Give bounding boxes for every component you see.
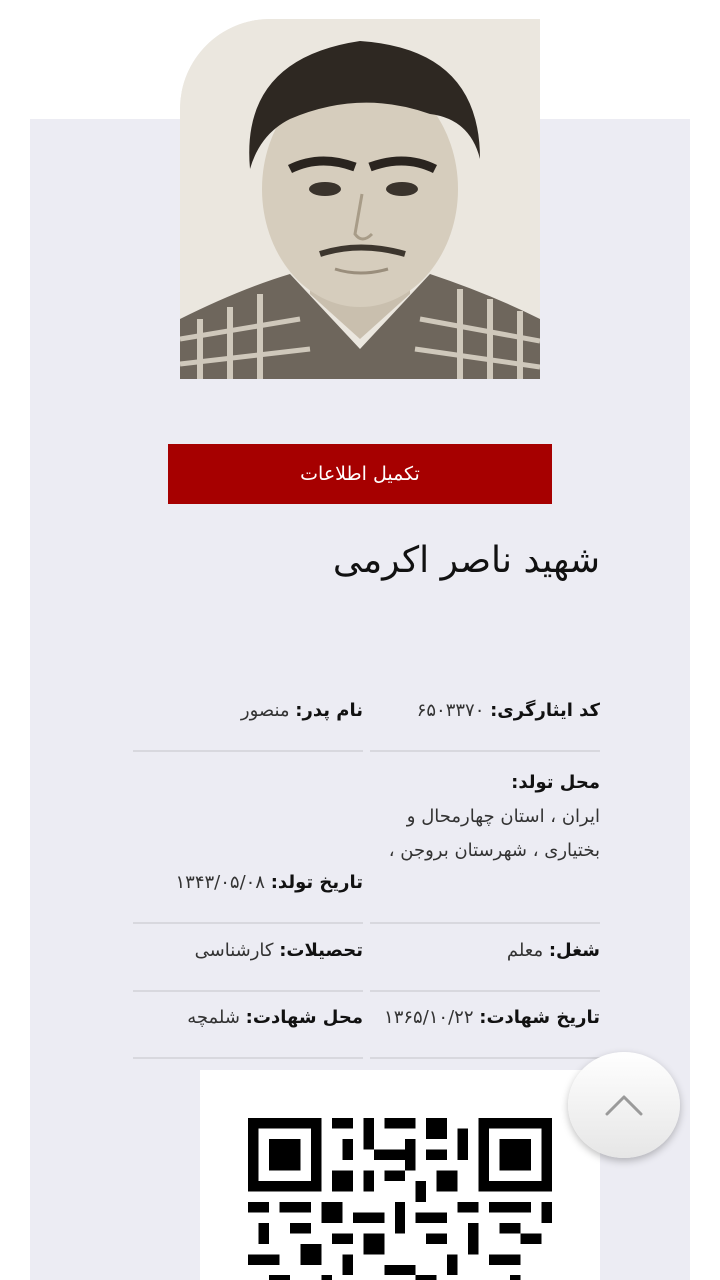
field-value: منصور: [240, 700, 290, 721]
complete-info-button[interactable]: تکمیل اطلاعات: [168, 444, 552, 504]
portrait-image: [180, 19, 540, 379]
field-father-name: [133, 700, 363, 752]
field-value: ۱۳۶۵/۱۰/۲۲: [384, 1007, 474, 1028]
field-education: [133, 940, 363, 992]
field-birth-place: [370, 766, 600, 924]
field-value: ۱۳۴۳/۰۵/۰۸: [175, 872, 265, 893]
field-label: محل تولد:: [511, 772, 600, 793]
field-sacrifice-code: [370, 700, 600, 752]
field-label: محل شهادت:: [245, 1007, 363, 1028]
field-value: معلم: [506, 940, 544, 961]
field-label: تاریخ شهادت:: [479, 1007, 600, 1028]
martyr-portrait: [180, 19, 540, 379]
field-label: نام پدر:: [295, 700, 363, 721]
chevron-up-icon: [604, 1093, 644, 1117]
field-label: کد ایثارگری:: [490, 700, 600, 721]
field-label: شغل:: [548, 940, 600, 961]
field-value: ایران ، استان چهارمحال و بختیاری ، شهرستان بروجن ،: [388, 806, 600, 861]
field-occupation: [370, 940, 600, 992]
field-value: شلمچه: [187, 1007, 240, 1028]
scroll-to-top-button[interactable]: [568, 1052, 680, 1158]
field-martyrdom-date: [370, 1007, 600, 1059]
field-label: تاریخ تولد:: [270, 872, 363, 893]
field-martyrdom-place: [133, 1007, 363, 1059]
field-value: کارشناسی: [194, 940, 274, 961]
field-value: ۶۵۰۳۳۷۰: [416, 700, 485, 721]
qr-code-icon: [248, 1118, 552, 1280]
qr-code: [200, 1070, 600, 1280]
page-title: شهید ناصر اکرمی: [332, 540, 600, 581]
field-label: تحصیلات:: [279, 940, 363, 961]
field-birth-date: [133, 872, 363, 924]
